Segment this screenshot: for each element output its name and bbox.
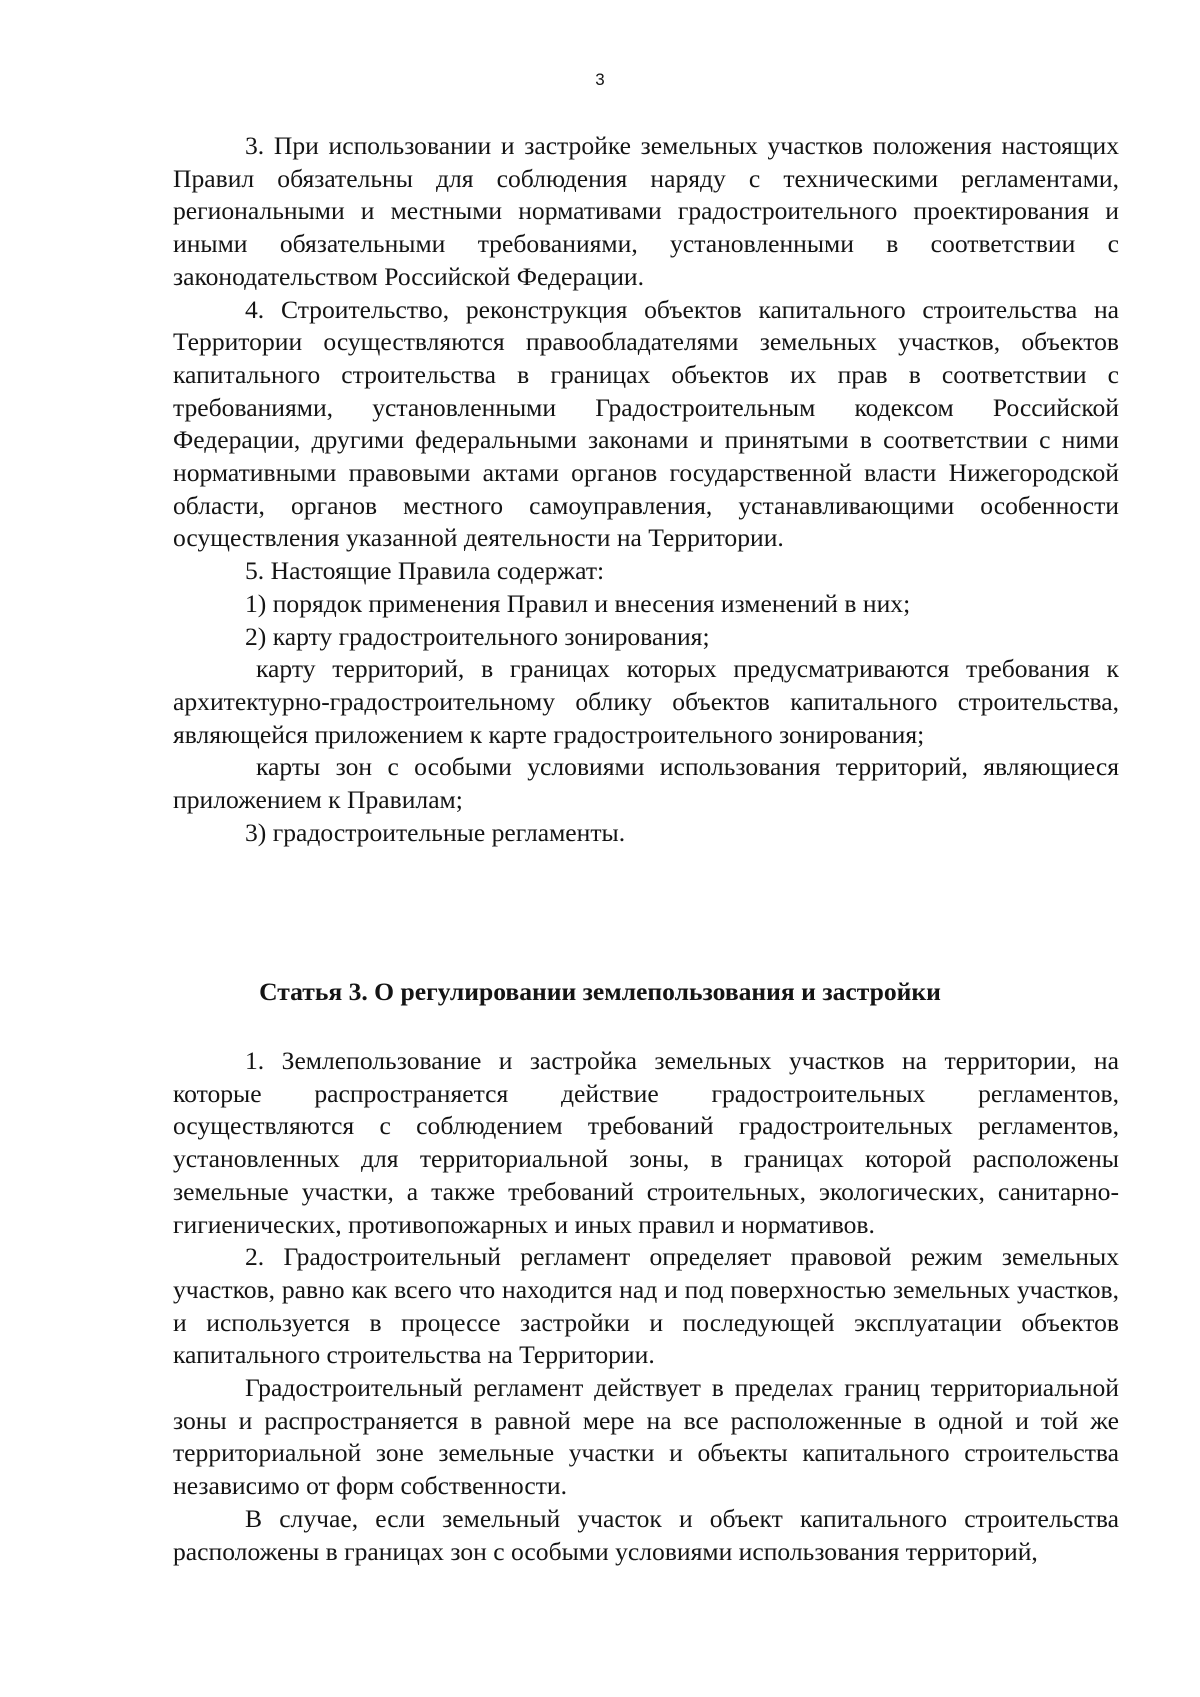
rules-section-body [173,130,1119,849]
list-item-2-map-territories: карту территорий, в границах которых предусматриваются требования к архитектурно-градостроительному облику объектов капитального строительства, являющейся приложением к карте градостроительного зонирования; [173,654,1119,749]
list-item-2-map-zones: карты зон с особыми условиями использования территорий, являющиеся приложением к Правилам; [173,752,1119,815]
article-paragraph-regulation-scope: Градостроительный регламент действует в пределах границ территориальной зоны и распространяется в равной мере на все расположенные в одной и той же территориальной зоне земельные участки и объекты капитального строительства независимо от форм собственности. [173,1373,1119,1501]
list-item-2: 2) карту градостроительного зонирования; [245,621,710,651]
paragraph-item-4: 4. Строительство, реконструкция объектов капитального строительства на Территории осуществляются правообладателями земельных участков, объектов капитального строительства в границах объектов их прав в соответствии с требованиями, установленными Градостроительным кодексом Российской Федерации, другими федеральными законами и принятыми в соответствии с ними нормативными правовыми актами органов государственной власти Нижегородской области, органов местного самоуправления, устанавливающими особенности осуществления указанной деятельности на Территории. [173,294,1119,553]
article-paragraph-special-zones: В случае, если земельный участок и объект капитального строительства расположены в границах зон с особыми условиями использования территорий, [173,1503,1119,1566]
article-title: Статья 3. О регулировании землепользования и застройки [259,977,941,1006]
article-paragraph-1: 1. Землепользование и застройка земельных участков на территории, на которые распространяется действие градостроительных регламентов, осуществляются с соблюдением требований градостроительных регламентов, установленных для территориальной зоны, в границах которой расположены земельные участки, а также требований строительных, экологических, санитарно-гигиенических, противопожарных и иных правил и нормативов. [173,1046,1119,1239]
paragraph-item-5: 5. Настоящие Правила содержат: [245,556,605,586]
paragraph-item-3: 3. При использовании и застройке земельных участков положения настоящих Правил обязательны для соблюдения наряду с техническими регламентами, региональными и местными нормативами градостроительного проектирования и иными обязательными требованиями, установленными в соответствии с законодательством Российской Федерации. [173,131,1119,291]
list-item-1: 1) порядок применения Правил и внесения изменений в них; [245,588,911,618]
article-paragraph-2: 2. Градостроительный регламент определяет правовой режим земельных участков, равно как всего что находится над и под поверхностью земельных участков, и используется в процессе застройки и последующей эксплуатации объектов капитального строительства на Территории. [173,1242,1119,1370]
page-number: 3 [595,70,605,89]
article-body [173,1045,1119,1568]
list-item-3: 3) градостроительные регламенты. [245,817,626,847]
